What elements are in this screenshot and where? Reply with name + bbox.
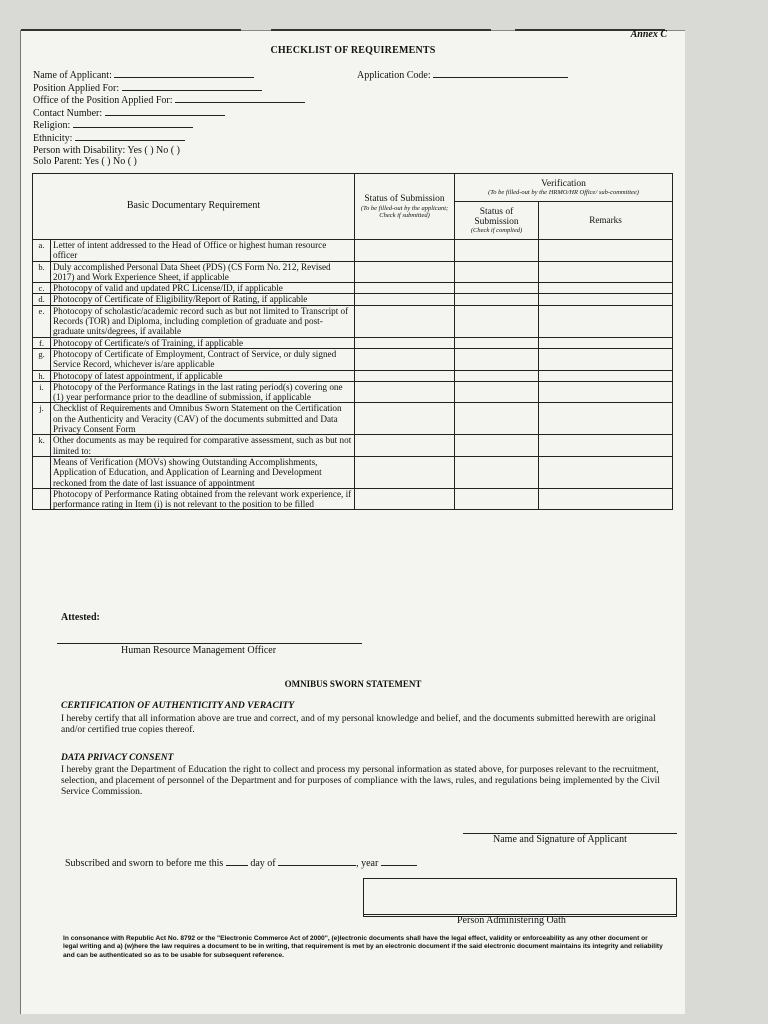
row-requirement: Checklist of Requirements and Omnibus Sworn Statement on the Certification on the Authenticity and Veracity (CAV) of the documents submitted and Data Privacy Consent Form: [51, 403, 355, 435]
sworn-text-a: Subscribed and sworn to before me this: [65, 858, 224, 869]
row-verify-cell[interactable]: [455, 435, 539, 457]
row-requirement: Photocopy of scholastic/academic record such as but not limited to Transcript of Records (TOR) and Diploma, including completion of graduate and post-graduate units/degrees, if available: [51, 305, 355, 337]
religion-field[interactable]: [73, 119, 193, 128]
row-requirement: Photocopy of the Performance Ratings in the last rating period(s) covering one (1) year performance prior to the deadline of submission, if applicable: [51, 381, 355, 403]
row-status-cell[interactable]: [355, 305, 455, 337]
row-verify-cell[interactable]: [455, 337, 539, 348]
header-verification-label: Verification: [541, 178, 586, 189]
row-status-cell[interactable]: [355, 456, 455, 488]
requirements-table: [32, 173, 673, 510]
header-vstatus-label: Status of Submission: [474, 206, 519, 227]
row-remarks-cell[interactable]: [539, 435, 673, 457]
pwd-choice[interactable]: Person with Disability: Yes ( ) No ( ): [33, 144, 180, 156]
sworn-statement: [65, 857, 417, 869]
row-requirement: Photocopy of Certificate of Employment, Contract of Service, or duly signed Service Record, whichever is/are applicable: [51, 348, 355, 370]
position-field[interactable]: [122, 82, 262, 91]
header-verification: [455, 174, 673, 202]
row-letter: e.: [33, 305, 51, 337]
row-status-cell[interactable]: [355, 370, 455, 381]
row-letter: [33, 488, 51, 510]
table-row: [33, 348, 673, 370]
table-row: [33, 261, 673, 283]
row-remarks-cell[interactable]: [539, 305, 673, 337]
table-row: [33, 337, 673, 348]
table-row: [33, 381, 673, 403]
row-verify-cell[interactable]: [455, 305, 539, 337]
row-letter: a.: [33, 240, 51, 262]
cav-text: I hereby certify that all information above are true and correct, and of my personal knowledge and belief, and the documents submitted herewith are original and/or certified true copies thereof.: [61, 714, 656, 735]
table-row: [33, 403, 673, 435]
office-field[interactable]: [175, 94, 305, 103]
row-requirement: Photocopy of Certificate of Eligibility/Report of Rating, if applicable: [51, 294, 355, 305]
application-code: [357, 69, 568, 81]
row-requirement: Duly accomplished Personal Data Sheet (PDS) (CS Form No. 212, Revised 2017) and Work Experience Sheet, if applicable: [51, 261, 355, 283]
table-row: [33, 305, 673, 337]
row-status-cell[interactable]: [355, 348, 455, 370]
top-rule: [271, 29, 491, 31]
row-status-cell[interactable]: [355, 261, 455, 283]
ethnicity-field[interactable]: [75, 132, 185, 141]
privacy-text: I hereby grant the Department of Education the right to collect and process my personal information as stated above, for purposes relevant to the recruitment, selection, and placement of personnel of the Department and for purposes of compliance with the laws, rules, and regulations being implemented by the Civil Service Commission.: [61, 765, 660, 797]
table-row: [33, 488, 673, 510]
checklist-page: [20, 30, 685, 1014]
applicant-signature-label: Name and Signature of Applicant: [493, 834, 627, 845]
header-status-label: Status of Submission: [364, 194, 445, 205]
row-verify-cell[interactable]: [455, 488, 539, 510]
applicant-info: [33, 69, 305, 168]
row-status-cell[interactable]: [355, 488, 455, 510]
row-remarks-cell[interactable]: [539, 240, 673, 262]
page-title: CHECKLIST OF REQUIREMENTS: [270, 45, 436, 56]
privacy-title: DATA PRIVACY CONSENT: [61, 753, 174, 763]
annex-label: Annex C: [630, 29, 667, 40]
header-status: [355, 174, 455, 240]
row-requirement: Photocopy of valid and updated PRC License/ID, if applicable: [51, 283, 355, 294]
row-verify-cell[interactable]: [455, 381, 539, 403]
hrmo-label: Human Resource Management Officer: [121, 645, 277, 656]
row-letter: b.: [33, 261, 51, 283]
ethnicity-label: Ethnicity:: [33, 132, 73, 144]
hrmo-signature-line[interactable]: [57, 643, 362, 644]
sworn-month-field[interactable]: [278, 857, 356, 866]
attested-label: Attested:: [61, 612, 100, 623]
row-remarks-cell[interactable]: [539, 381, 673, 403]
row-verify-cell[interactable]: [455, 261, 539, 283]
name-label: Name of Applicant:: [33, 70, 112, 81]
app-code-label: Application Code:: [357, 70, 431, 81]
row-verify-cell[interactable]: [455, 240, 539, 262]
contact-label: Contact Number:: [33, 107, 103, 119]
row-verify-cell[interactable]: [455, 370, 539, 381]
row-verify-cell[interactable]: [455, 348, 539, 370]
row-requirement: Photocopy of latest appointment, if applicable: [51, 370, 355, 381]
table-row: [33, 435, 673, 457]
row-requirement: Photocopy of Certificate/s of Training, if applicable: [51, 337, 355, 348]
row-verify-cell[interactable]: [455, 294, 539, 305]
header-status-note: (To be filled-out by the applicant; Check if submitted): [360, 204, 449, 219]
sworn-year-field[interactable]: [381, 857, 417, 866]
footnote: In consonance with Republic Act No. 8792 or the "Electronic Commerce Act of 2000", (e)lectronic documents shall have the legal effect, validity or enforceability as any other document or legal writing and a) (w)here the law requires a document to be in writing, that requirement is met by an electronic document if the said electronic document maintains its integrity and reliability and can be authenticated so as to be usable for subsequent reference.: [63, 935, 663, 959]
table-row: [33, 283, 673, 294]
sworn-text-b: day of: [250, 858, 276, 869]
row-remarks-cell[interactable]: [539, 488, 673, 510]
row-letter: [33, 456, 51, 488]
row-letter: d.: [33, 294, 51, 305]
row-status-cell[interactable]: [355, 435, 455, 457]
row-remarks-cell[interactable]: [539, 294, 673, 305]
row-letter: g.: [33, 348, 51, 370]
header-basic: Basic Documentary Requirement: [33, 174, 355, 240]
app-code-field[interactable]: [433, 69, 568, 78]
row-status-cell[interactable]: [355, 283, 455, 294]
row-requirement: Other documents as may be required for comparative assessment, such as but not limited to:: [51, 435, 355, 457]
sworn-day-field[interactable]: [226, 857, 248, 866]
header-vstatus: [455, 202, 539, 240]
religion-label: Religion:: [33, 120, 71, 132]
row-verify-cell[interactable]: [455, 283, 539, 294]
row-letter: f.: [33, 337, 51, 348]
row-verify-cell[interactable]: [455, 456, 539, 488]
row-letter: j.: [33, 403, 51, 435]
oath-label: Person Administering Oath: [457, 915, 566, 926]
position-label: Position Applied For:: [33, 82, 120, 94]
table-row: [33, 240, 673, 262]
requirements-body: [33, 240, 673, 510]
table-row: [33, 370, 673, 381]
row-remarks-cell[interactable]: [539, 337, 673, 348]
name-field[interactable]: [114, 69, 254, 78]
top-rule: [21, 29, 241, 31]
row-remarks-cell[interactable]: [539, 403, 673, 435]
row-letter: h.: [33, 370, 51, 381]
row-letter: k.: [33, 435, 51, 457]
row-status-cell[interactable]: [355, 403, 455, 435]
row-remarks-cell[interactable]: [539, 348, 673, 370]
table-row: [33, 294, 673, 305]
sworn-text-c: , year: [356, 858, 379, 869]
row-status-cell[interactable]: [355, 381, 455, 403]
cav-title: CERTIFICATION OF AUTHENTICITY AND VERACITY: [61, 701, 295, 711]
row-remarks-cell[interactable]: [539, 456, 673, 488]
row-letter: c.: [33, 283, 51, 294]
row-status-cell[interactable]: [355, 240, 455, 262]
row-letter: i.: [33, 381, 51, 403]
solo-parent-choice[interactable]: Solo Parent: Yes ( ) No ( ): [33, 156, 137, 168]
office-label: Office of the Position Applied For:: [33, 95, 173, 107]
row-remarks-cell[interactable]: [539, 261, 673, 283]
row-requirement: Photocopy of Performance Rating obtained from the relevant work experience, if performance rating in Item (i) is not relevant to the position to be filled: [51, 488, 355, 510]
header-verification-note: (To be filled-out by the HRMO/HR Office/ sub-committee): [488, 189, 639, 197]
row-verify-cell[interactable]: [455, 403, 539, 435]
row-requirement: Means of Verification (MOVs) showing Outstanding Accomplishments, Application of Education, and Application of Learning and Development reckoned from the date of last issuance of appointment: [51, 456, 355, 488]
table-row: [33, 456, 673, 488]
row-status-cell[interactable]: [355, 337, 455, 348]
omnibus-title: OMNIBUS SWORN STATEMENT: [284, 679, 422, 689]
row-status-cell[interactable]: [355, 294, 455, 305]
row-requirement: Letter of intent addressed to the Head of Office or highest human resource officer: [51, 240, 355, 262]
contact-field[interactable]: [105, 107, 225, 116]
oath-signature-box[interactable]: [363, 878, 677, 917]
header-remarks: Remarks: [539, 202, 673, 240]
header-vstatus-note: (Check if complied): [470, 227, 523, 235]
row-remarks-cell[interactable]: [539, 283, 673, 294]
row-remarks-cell[interactable]: [539, 370, 673, 381]
